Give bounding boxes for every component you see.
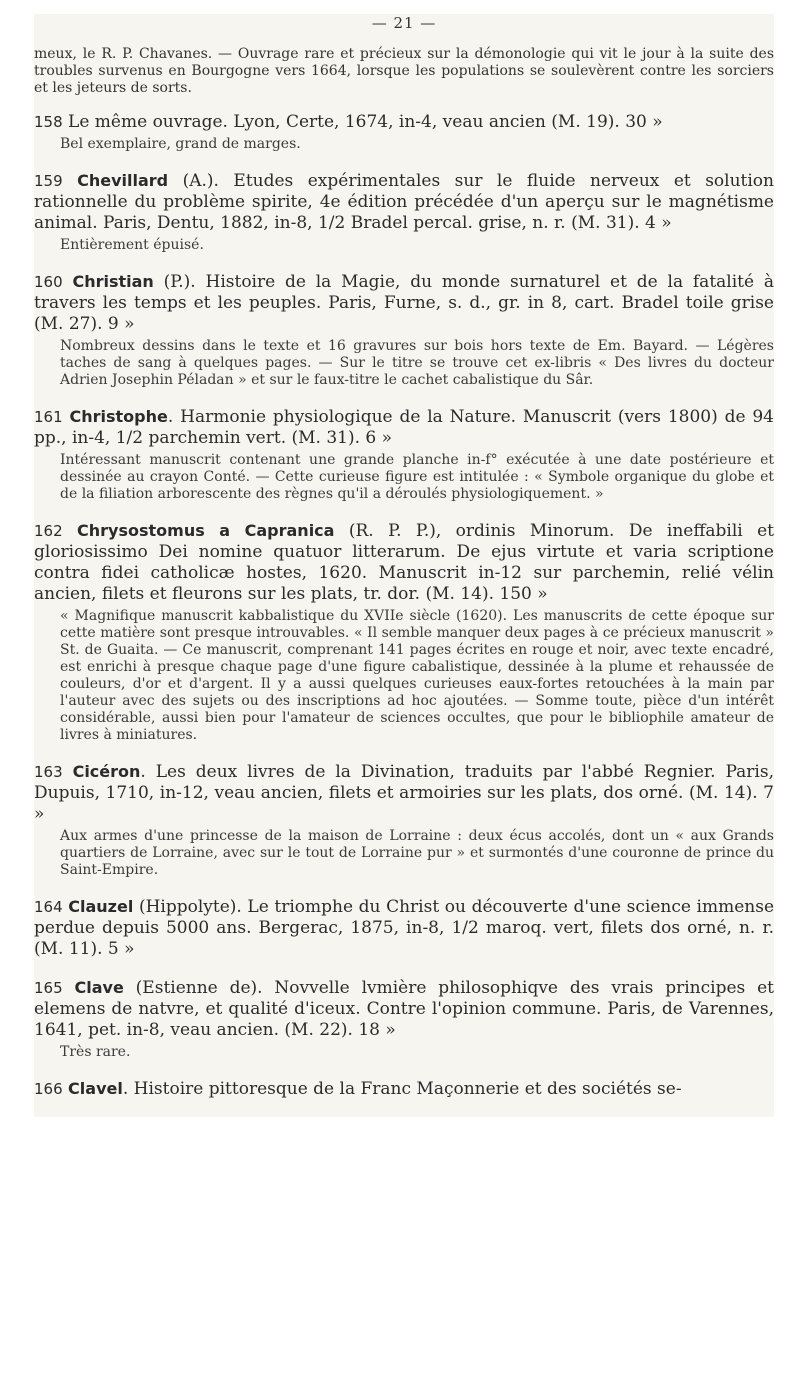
entry-author: Christian — [72, 272, 154, 291]
entry-note: Entièrement épuisé. — [60, 237, 204, 253]
catalog-entry-159 — [34, 170, 774, 254]
entry-text: . Harmonie physiologique de la Nature. Manuscrit (vers 1800) de 94 pp., in-4, 1/2 parchemin vert. (M. 31). 6 » — [34, 407, 775, 448]
entry-note: Bel exemplaire, grand de marges. — [60, 136, 301, 152]
continuation-text: meux, le R. P. Chavanes. — Ouvrage rare et précieux sur la démonologie qui vit le jour à la suite des troubles survenus en Bourgogne vers 1664, lorsque les populations se soulevèrent contre les sorciers et les jeteurs de sorts. — [34, 46, 774, 96]
entry-note: Intéressant manuscrit contenant une grande planche in-f° exécutée à une date postérieure et dessinée au crayon Conté. — Cette curieuse figure est intitulée : « Symbole organique du globe et de la filiation arborescente des règnes qu'il a déroulés physiologiquement. » — [60, 452, 774, 502]
entry-author: Christophe — [69, 407, 168, 426]
entry-note: « Magnifique manuscrit kabbalistique du XVIIe siècle (1620). Les manuscrits de cette époque sur cette matière sont presque introuvables. « Il semble manquer deux pages à ce précieux manuscrit » St. de Guaita. — Ce manuscrit, comprenant 141 pages écrites en rouge et noir, avec texte encadré, est enrichi à presque chaque page d'une figure cabalistique, dessinée à la plume et rehaussée de couleurs, d'or et d'argent. Il y a aussi quelques curieuses eaux-fortes retouchées à la main par l'auteur avec des sujets ou des inscriptions ad hoc ajoutées. — Somme toute, pièce d'un intérêt considérable, aussi bien pour l'amateur de sciences occultes, que pour le bibliophile amateur de livres à miniatures. — [60, 608, 774, 743]
entry-number: 159 — [34, 172, 63, 190]
catalog-entry-166 — [34, 1078, 774, 1100]
entry-number: 164 — [34, 898, 63, 916]
entry-author: Cicéron — [72, 762, 141, 781]
entry-text: (A.). Etudes expérimentales sur le fluide nerveux et solution rationnelle du problème spirite, 4e édition précédée d'un aperçu sur le magnétisme animal. Paris, Dentu, 1882, in-8, 1/2 Bradel percal. grise, n. r. (M. 31). 4 » — [34, 171, 774, 233]
catalog-entry-160 — [34, 271, 774, 389]
entry-text: (Hippolyte). Le triomphe du Christ ou découverte d'une science immense perdue depuis 5000 ans. Bergerac, 1875, in-8, 1/2 maroq. vert, filets dos orné, n. r. (M. 11). 5 » — [34, 897, 775, 959]
entry-text: . Les deux livres de la Divination, traduits par l'abbé Regnier. Paris, Dupuis, 1710, in-12, veau ancien, filets et armoiries sur les plats, dos orné. (M. 14). 7 » — [34, 762, 775, 824]
entry-text: (Estienne de). Novvelle lvmière philosophiqve des vrais principes et elemens de natvre, et qualité d'iceux. Contre l'opinion commune. Paris, de Varennes, 1641, pet. in-8, veau ancien. (M. 22). 18 » — [34, 978, 775, 1040]
entry-author: Clave — [74, 978, 124, 997]
entry-author: Chevillard — [77, 171, 169, 190]
catalog-entry-165 — [34, 977, 774, 1061]
entry-number: 166 — [34, 1080, 63, 1098]
catalog-entry-164 — [34, 896, 774, 960]
entry-number: 162 — [34, 522, 63, 540]
catalog-entry-161 — [34, 406, 774, 503]
entry-note: Nombreux dessins dans le texte et 16 gravures sur bois hors texte de Em. Bayard. — Légères taches de sang à quelques pages. — Sur le titre se trouve cet ex-libris « Des livres du docteur Adrien Josephin Péladan » et sur le faux-titre le cachet cabalistique du Sâr. — [60, 338, 774, 388]
catalog-page — [34, 14, 774, 1117]
entry-text: (R. P. P.), ordinis Minorum. De ineffabili et gloriosissimo Dei nomine quatuor litterarum. De ejus virtute et varia scriptione contra fidei catholicæ hostes, 1620. Manuscrit in-12 sur parchemin, relié vélin ancien, filets et fleurons sur les plats, tr. dor. (M. 14). 150 » — [34, 521, 775, 604]
entry-number: 161 — [34, 408, 63, 426]
page-number: — 21 — — [371, 14, 437, 32]
entry-number: 163 — [34, 763, 63, 781]
entry-author: Chrysostomus a Capranica — [77, 521, 335, 540]
entry-note: Très rare. — [60, 1044, 131, 1060]
entry-author: Clauzel — [68, 897, 134, 916]
entry-number: 165 — [34, 979, 63, 997]
entry-text: . Histoire pittoresque de la Franc Maçonnerie et des sociétés se- — [122, 1079, 682, 1099]
entry-text: Le même ouvrage. Lyon, Certe, 1674, in-4, veau ancien (M. 19). 30 » — [68, 112, 663, 132]
entry-number: 158 — [34, 113, 63, 131]
catalog-entry-163 — [34, 761, 774, 879]
catalog-entry-158 — [34, 111, 774, 153]
entry-author: Clavel — [68, 1079, 123, 1098]
catalog-entry-162 — [34, 520, 774, 744]
entry-number: 160 — [34, 273, 63, 291]
entry-note: Aux armes d'une princesse de la maison de Lorraine : deux écus accolés, dont un « aux Grands quartiers de Lorraine, avec sur le tout de Lorraine pur » et surmontés d'une couronne de prince du Saint-Empire. — [60, 828, 774, 878]
entry-text: (P.). Histoire de la Magie, du monde surnaturel et de la fatalité à travers les temps et les peuples. Paris, Furne, s. d., gr. in 8, cart. Bradel toile grise (M. 27). 9 » — [34, 272, 774, 334]
